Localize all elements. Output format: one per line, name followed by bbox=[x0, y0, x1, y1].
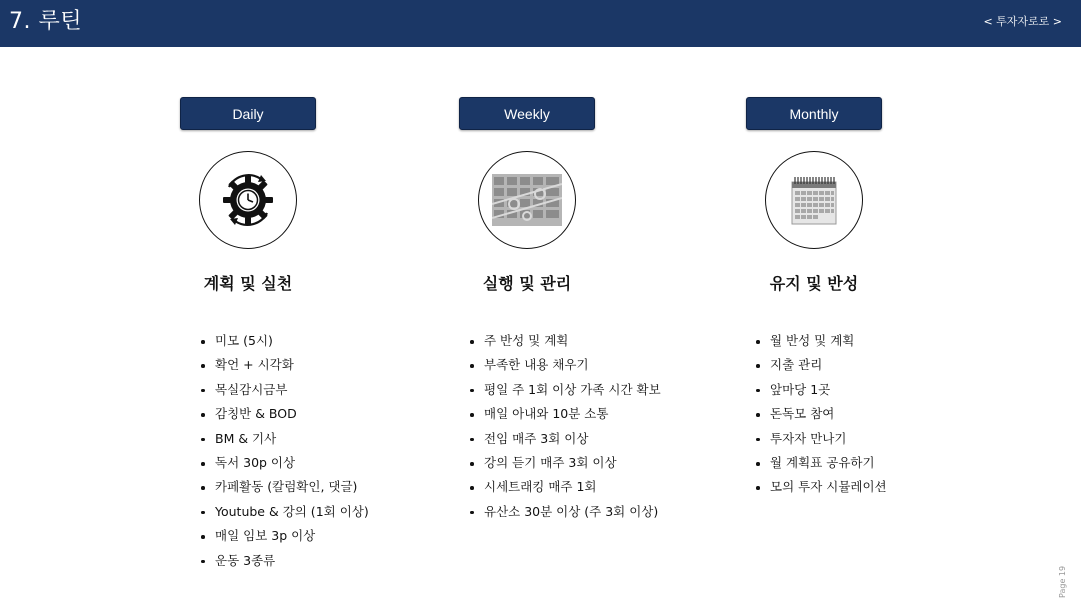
monthly-heading: 유지 및 반성 bbox=[769, 274, 859, 293]
header-bar bbox=[0, 0, 1081, 47]
list-item: 주 반성 및 계획 bbox=[470, 329, 700, 353]
daily-icon-circle bbox=[199, 151, 297, 249]
list-item: 감칭반 & BOD bbox=[201, 402, 431, 426]
list-item: 매일 아내와 10분 소통 bbox=[470, 402, 700, 426]
list-item: 투자자 만나기 bbox=[756, 427, 986, 451]
list-item: 목실감시금부 bbox=[201, 378, 431, 402]
list-item: 월 계획표 공유하기 bbox=[756, 451, 986, 475]
list-item: 유산소 30분 이상 (주 3회 이상) bbox=[470, 500, 700, 524]
list-item: 월 반성 및 계획 bbox=[756, 329, 986, 353]
list-item: 앞마당 1곳 bbox=[756, 378, 986, 402]
nav-link[interactable]: < 투자자로로 > bbox=[983, 15, 1062, 28]
gear-clock-icon bbox=[221, 173, 275, 227]
daily-heading: 계획 및 실천 bbox=[203, 274, 293, 293]
weekly-heading: 실행 및 관리 bbox=[482, 274, 572, 293]
list-item: 지출 관리 bbox=[756, 353, 986, 377]
list-item: 돈독모 참여 bbox=[756, 402, 986, 426]
weekly-label-button[interactable]: Weekly bbox=[459, 97, 595, 130]
monthly-list bbox=[756, 329, 986, 500]
list-item: 매일 임보 3p 이상 bbox=[201, 524, 431, 548]
list-item: 부족한 내용 채우기 bbox=[470, 353, 700, 377]
list-item: 전임 매주 3회 이상 bbox=[470, 427, 700, 451]
list-item: 시세트래킹 매주 1회 bbox=[470, 475, 700, 499]
list-item: 운동 3종류 bbox=[201, 549, 431, 573]
monthly-label-button[interactable]: Monthly bbox=[746, 97, 882, 130]
column-weekly bbox=[417, 97, 661, 577]
page-number: Page 19 bbox=[1058, 565, 1067, 598]
monthly-icon-circle bbox=[765, 151, 863, 249]
list-item: 평일 주 1회 이상 가족 시간 확보 bbox=[470, 378, 700, 402]
weekly-icon-circle bbox=[478, 151, 576, 249]
list-item: 카페활동 (칼럼확인, 댓글) bbox=[201, 475, 431, 499]
column-daily bbox=[138, 97, 369, 577]
list-item: 모의 투자 시뮬레이션 bbox=[756, 475, 986, 499]
page-title: 7. 루틴 bbox=[9, 9, 82, 34]
list-item: 미모 (5시) bbox=[201, 329, 431, 353]
daily-list bbox=[201, 329, 431, 573]
monthly-calendar-icon bbox=[789, 175, 839, 225]
list-item: 확언 + 시각화 bbox=[201, 353, 431, 377]
calendar-photo-icon bbox=[492, 174, 562, 226]
weekly-list bbox=[470, 329, 700, 524]
list-item: 강의 듣기 매주 3회 이상 bbox=[470, 451, 700, 475]
list-item: Youtube & 강의 (1회 이상) bbox=[201, 500, 431, 524]
list-item: BM & 기사 bbox=[201, 427, 431, 451]
daily-label-button[interactable]: Daily bbox=[180, 97, 316, 130]
list-item: 독서 30p 이상 bbox=[201, 451, 431, 475]
column-monthly bbox=[704, 97, 924, 577]
